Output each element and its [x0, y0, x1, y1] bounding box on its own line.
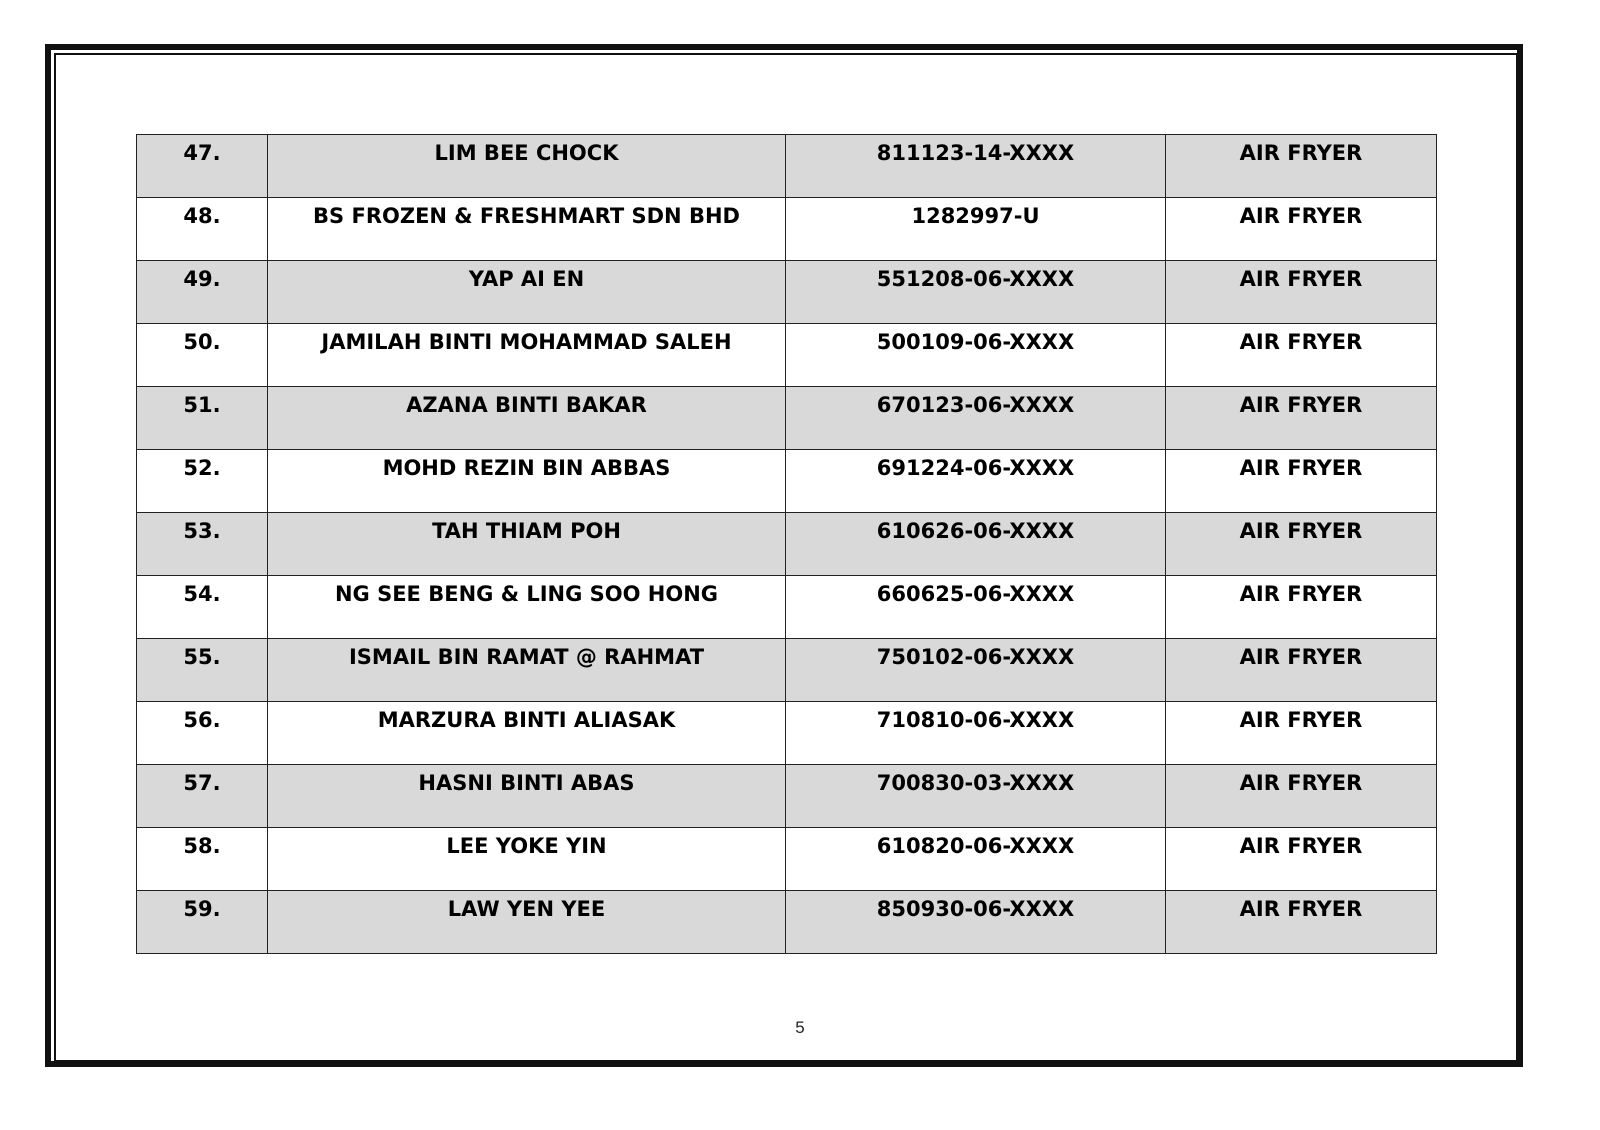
- table-row: [137, 828, 1437, 891]
- prize-cell: AIR FRYER: [1166, 702, 1437, 765]
- table-row: [137, 765, 1437, 828]
- winner-name-cell: LAW YEN YEE: [268, 891, 786, 954]
- table-row: [137, 513, 1437, 576]
- winner-name-cell: MOHD REZIN BIN ABBAS: [268, 450, 786, 513]
- table-row: [137, 261, 1437, 324]
- table-row: [137, 324, 1437, 387]
- prize-cell: AIR FRYER: [1166, 891, 1437, 954]
- row-number-cell: 48.: [137, 198, 268, 261]
- row-number-cell: 54.: [137, 576, 268, 639]
- id-number-cell: 691224-06-XXXX: [786, 450, 1166, 513]
- row-number-cell: 49.: [137, 261, 268, 324]
- prize-cell: AIR FRYER: [1166, 639, 1437, 702]
- winner-name-cell: MARZURA BINTI ALIASAK: [268, 702, 786, 765]
- winner-name-cell: LEE YOKE YIN: [268, 828, 786, 891]
- id-number-cell: 610626-06-XXXX: [786, 513, 1166, 576]
- row-number-cell: 57.: [137, 765, 268, 828]
- prize-cell: AIR FRYER: [1166, 135, 1437, 198]
- id-number-cell: 551208-06-XXXX: [786, 261, 1166, 324]
- id-number-cell: 850930-06-XXXX: [786, 891, 1166, 954]
- row-number-cell: 58.: [137, 828, 268, 891]
- winner-name-cell: JAMILAH BINTI MOHAMMAD SALEH: [268, 324, 786, 387]
- id-number-cell: 660625-06-XXXX: [786, 576, 1166, 639]
- table-row: [137, 450, 1437, 513]
- winner-name-cell: LIM BEE CHOCK: [268, 135, 786, 198]
- prize-cell: AIR FRYER: [1166, 198, 1437, 261]
- row-number-cell: 52.: [137, 450, 268, 513]
- winners-table: [136, 134, 1437, 954]
- winners-table-body: [137, 135, 1437, 954]
- row-number-cell: 55.: [137, 639, 268, 702]
- prize-cell: AIR FRYER: [1166, 765, 1437, 828]
- row-number-cell: 47.: [137, 135, 268, 198]
- id-number-cell: 700830-03-XXXX: [786, 765, 1166, 828]
- row-number-cell: 51.: [137, 387, 268, 450]
- id-number-cell: 1282997-U: [786, 198, 1166, 261]
- table-row: [137, 135, 1437, 198]
- table-row: [137, 576, 1437, 639]
- prize-cell: AIR FRYER: [1166, 450, 1437, 513]
- table-row: [137, 198, 1437, 261]
- winner-name-cell: NG SEE BENG & LING SOO HONG: [268, 576, 786, 639]
- prize-cell: AIR FRYER: [1166, 576, 1437, 639]
- winner-name-cell: HASNI BINTI ABAS: [268, 765, 786, 828]
- prize-cell: AIR FRYER: [1166, 513, 1437, 576]
- id-number-cell: 750102-06-XXXX: [786, 639, 1166, 702]
- id-number-cell: 610820-06-XXXX: [786, 828, 1166, 891]
- prize-cell: AIR FRYER: [1166, 261, 1437, 324]
- table-row: [137, 639, 1437, 702]
- row-number-cell: 56.: [137, 702, 268, 765]
- prize-cell: AIR FRYER: [1166, 324, 1437, 387]
- winner-name-cell: ISMAIL BIN RAMAT @ RAHMAT: [268, 639, 786, 702]
- winner-name-cell: AZANA BINTI BAKAR: [268, 387, 786, 450]
- table-row: [137, 891, 1437, 954]
- row-number-cell: 50.: [137, 324, 268, 387]
- table-row: [137, 387, 1437, 450]
- id-number-cell: 811123-14-XXXX: [786, 135, 1166, 198]
- row-number-cell: 53.: [137, 513, 268, 576]
- id-number-cell: 710810-06-XXXX: [786, 702, 1166, 765]
- id-number-cell: 670123-06-XXXX: [786, 387, 1166, 450]
- page-number: 5: [795, 1018, 805, 1037]
- winner-name-cell: TAH THIAM POH: [268, 513, 786, 576]
- winner-name-cell: BS FROZEN & FRESHMART SDN BHD: [268, 198, 786, 261]
- prize-cell: AIR FRYER: [1166, 387, 1437, 450]
- prize-cell: AIR FRYER: [1166, 828, 1437, 891]
- table-row: [137, 702, 1437, 765]
- row-number-cell: 59.: [137, 891, 268, 954]
- id-number-cell: 500109-06-XXXX: [786, 324, 1166, 387]
- winner-name-cell: YAP AI EN: [268, 261, 786, 324]
